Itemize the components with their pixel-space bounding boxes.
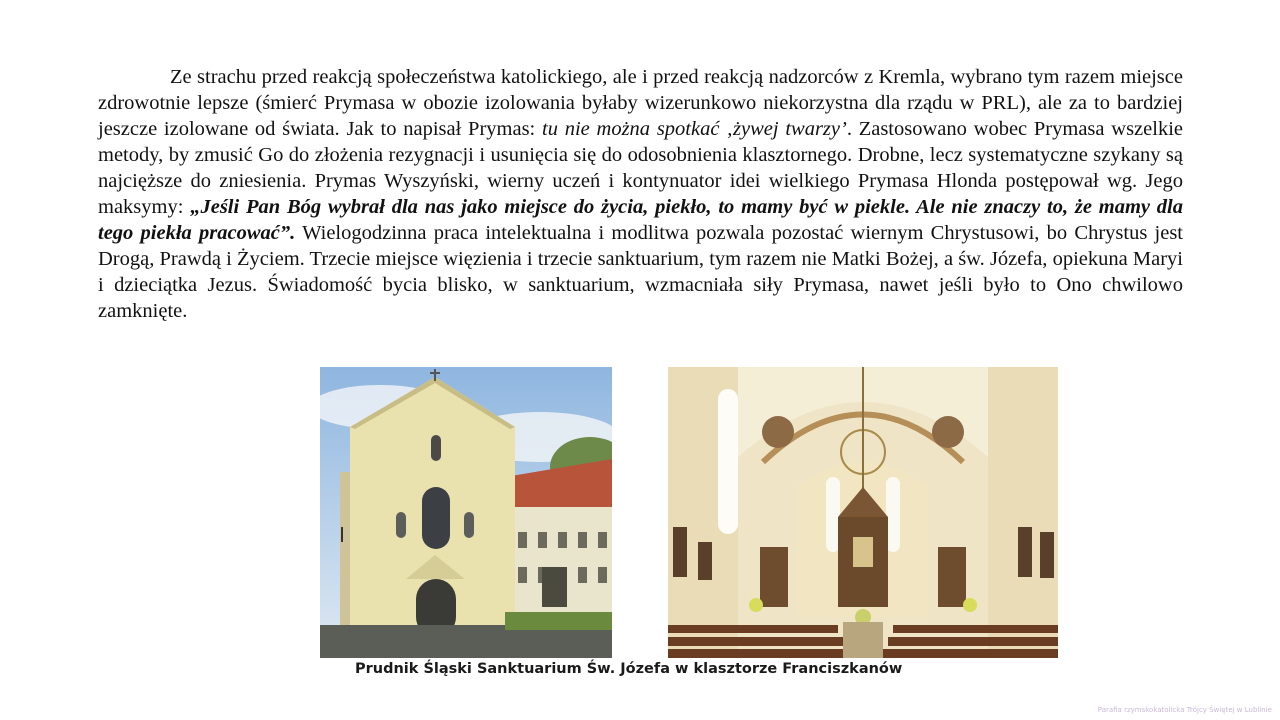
church-exterior-photo [320, 367, 612, 658]
quote-italic: tu nie można spotkać ‚żywej twarzy’ [542, 118, 847, 140]
paragraph-part-2: . Zastosowano wobec Prymasa wszelkie metody, by zmusić Go do złożenia rezygnacji i usunięcia się do odosobnienia klasztornego. Drobne, lecz systematyczne szykany są najcięższe do zniesienia. Prymas Wyszyński, wierny uczeń i kontynuator idei wielkiego Prymasa Hlonda postępował wg. Jego maksymy: [98, 118, 1183, 218]
paragraph-part-3: Wielogodzinna praca intelektualna i modlitwa pozwala pozostać wiernym Chrystusowi, bo Chrystus jest Drogą, Prawdą i Życiem. Trzecie miejsce więzienia i trzecie sanktuarium, tym razem nie Matki Bożej, a św. Józefa, opiekuna Maryi i dzieciątka Jezus. Świadomość bycia blisko, w sanktuarium, wzmacniała siły Prymasa, nawet jeśli było to Ono chwilowo zamknięte. [98, 222, 1183, 322]
quote-bold-italic: „Jeśli Pan Bóg wybrał dla nas jako miejsce do życia, piekło, to mamy być w piekle. Ale nie znaczy to, że mamy dla tego piekła pracować”. [98, 196, 1183, 244]
main-paragraph [98, 64, 1183, 324]
church-interior-photo [668, 367, 1058, 658]
photo-caption: Prudnik Śląski Sanktuarium Św. Józefa w klasztorze Franciszkanów [355, 661, 903, 677]
footer-parish-name: Parafia rzymskokatolicka Trójcy Świętej w Lublinie [1097, 706, 1272, 714]
paragraph-part-1: Ze strachu przed reakcją społeczeństwa katolickiego, ale i przed reakcją nadzorców z Kremla, wybrano tym razem miejsce zdrowotnie lepsze (śmierć Prymasa w obozie izolowania byłaby wizerunkowo niekorzystna dla rządu w PRL), ale za to bardziej jeszcze izolowane od świata. Jak to napisał Prymas: [98, 66, 1183, 140]
